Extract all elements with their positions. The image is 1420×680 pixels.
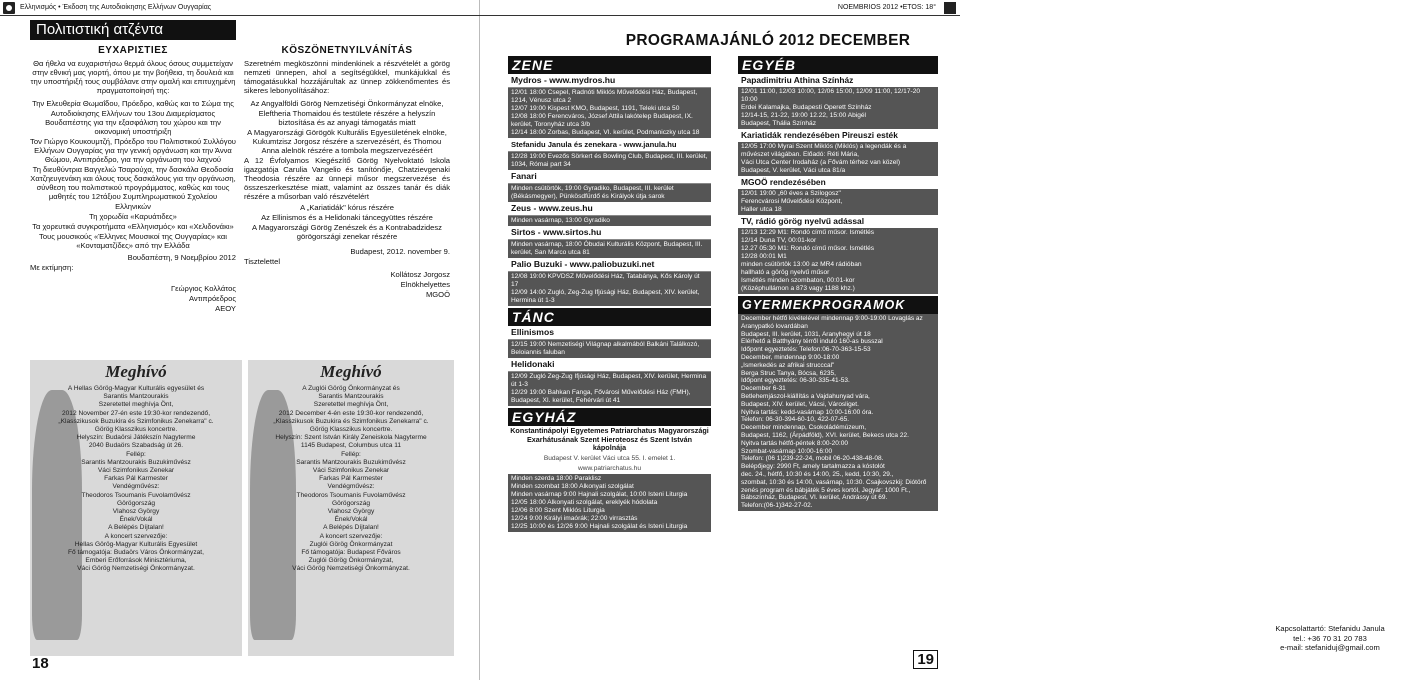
venue-palio: Palio Buzuki - www.paliobuzuki.net	[508, 258, 711, 272]
event-line: Budapest, Thália Színház	[741, 120, 817, 127]
left-header-text: Ελληνισμός • Έκδοση της Αυτοδιοίκησης Ελλήνων Ουγγαρίας	[20, 4, 212, 11]
event-line: 12/09 Zugló Zeg-Zug Ifjúsági Ház, Budapest, XIV. kerület, Hermina út 1-3	[511, 373, 707, 388]
event-line: 12/14 18:00 Zorbas, Budapest, VI. kerület, Podmaniczky utca 18	[511, 129, 700, 136]
left-header	[0, 0, 480, 16]
event-line: 12/24 9:00 Királyi imaórák; 22:00 virrasztás	[511, 514, 638, 522]
thanks-hungarian-heading: KÖSZÖNETNYILVÁNÍTÁS	[281, 45, 413, 56]
kids-event-line: Bábszínház, Budapest, VI. kerület, Andrássy út 69.	[741, 494, 888, 502]
thanks-greek-signer-title: Αντιπρόεδρος	[188, 294, 236, 304]
flyer-line: Váci Szimfonikus Zenekar	[97, 467, 175, 475]
event-line: 12.27 05:30 M1: Rondó című műsor. Ismétlés	[741, 245, 875, 252]
event-line: 12/29 19:00 Bahkan Fanga, Fővárosi Művelődési Ház (FMH), Budapest, XI. kerület, Fehérvári út 41	[511, 389, 691, 404]
church-web: www.patriarchatus.hu	[577, 464, 642, 472]
invitation-flyer-2	[248, 360, 454, 656]
flyer-line: Váci Görög Nemzetiségi Önkormányzat.	[77, 565, 195, 573]
flyer-line: Fő támogatója: Budapest Főváros	[301, 549, 401, 557]
event-line: Erdei Kalamajka, Budapesti Operett Színház	[741, 104, 872, 111]
kids-event-line: December, mindennap 9:00-18:00	[741, 353, 840, 361]
thanks-greek-p0: Θα ήθελα να ευχαριστήσω θερμά όλους όσους συμμετείχαν στην εθνική μας γιορτή, όπου με την βοήθεια, τη δουλειά και την υποστήριξή τους συμβάλανε στην ομαλή και επιτυχημένη πραγματοποίησή της:	[30, 59, 236, 96]
flyer-line: Zuglói Görög Önkormányzat	[309, 540, 393, 548]
section-title: Πολιτιστική ατζέντα	[30, 20, 236, 40]
flyer-line: Görögország	[331, 499, 371, 507]
ellinismos-events	[508, 340, 711, 358]
event-line: Ferencvárosi Művelődési Központ,	[741, 198, 843, 205]
thanks-hungarian-date: Budapest, 2012. november 9.	[350, 246, 450, 256]
event-line: 12/01 18:00 Csepel, Radnóti Miklós Művelődési Ház, Budapest, 1214, Vénusz utca 2	[511, 89, 698, 104]
event-line: 12/05 18:00 Alkonyati szolgálat, ereklyék hódolata	[511, 498, 658, 506]
thanks-greek-p5: Τα χορευτικά συγκροτήματα «Ελληνισμός» και «Χελιδονάκι»	[32, 221, 234, 231]
venue-zeus: Zeus - www.zeus.hu	[508, 202, 711, 216]
contact-box	[1240, 624, 1420, 653]
flyer-line: Szeretettel meghívja Önt,	[313, 401, 389, 409]
crest-icon	[3, 2, 15, 14]
thanks-hungarian-p1: Az Angyalföldi Görög Nemzetiségi Önkormányzat elnöke, Eleftheria Thomaidou és testülete részére a helyszín biztosítása és az anyagi támogatás miatt	[250, 99, 444, 127]
category-tanc: TÁNC	[508, 308, 711, 326]
flyer-line: Emberi Erőforrások Minisztériuma,	[85, 557, 187, 565]
flyer-line: Görögország	[116, 499, 156, 507]
kids-event-line: zenés program és bábjáték 5 éves kortól, Jegyár: 1000 Ft.,	[741, 486, 911, 494]
thanks-hungarian-salutation: Tisztelettel	[244, 256, 281, 266]
venue-mgoo: MGOÖ rendezésében	[741, 177, 826, 187]
kids-event-line: December 6-31	[741, 385, 786, 393]
flyer-line: Sarantis Mantzourakis Buzukiművész	[81, 458, 191, 466]
thanks-greek-p3: Τη διευθύντρια Βαγγελιώ Τσαρούχα, την δασκάλα Θεοδοσία Χατζηευγενάκη και όλους τους δασκάλους για την οργάνωση, σύνθεση του πολιτιστικού προγράμματος, καθώς και τους μαθητές του 12τάξιου Συμπληρωματικού Σχολείου Ελληνικών	[30, 165, 236, 211]
flyer-line: Sarantis Mantzourakis Buzukiművész	[296, 458, 406, 466]
flyer-line: Vlahosz György	[327, 508, 375, 516]
flyer-line: Vendégművész:	[327, 483, 375, 491]
flyer-2-title: Meghívó	[320, 362, 382, 381]
thanks-hungarian-signer-title: Elnökhelyettes	[400, 280, 450, 290]
contact-email: e-mail: stefaniduj@gmail.com	[1280, 643, 1380, 652]
program-right-column	[738, 56, 938, 616]
contact-person: Kapcsolattartó: Stefanidu Janula	[1275, 624, 1385, 633]
kids-event-line: Nyitva tartás hétfő-péntek 8:00-20:00	[741, 439, 848, 447]
flyer-line: 2040 Budaörs Szabadság út 26.	[88, 442, 184, 450]
thanks-greek-p2: Τον Γιώργο Κουκουμτζή, Πρόεδρο του Πολιτιστικού Συλλόγου Ελλήνων Ουγγαρίας για την γενική οργάνωση και την Άννα Θώμου, Αντιπρόεδρο, για την οργάνωση του λαχνού	[30, 136, 236, 165]
kids-event-line: Időpont egyeztetés: 06-30-335-41-53.	[741, 377, 850, 385]
event-line: minden csütörtök 13:00 az MR4 rádióban	[741, 261, 862, 268]
left-page	[0, 0, 480, 680]
flyer-line: Fellép:	[126, 450, 146, 458]
venue-stefanidu: Stefanidu Janula és zenekara - www.janula.hu	[508, 138, 711, 152]
event-line: Minden vasárnap, 18:00 Óbudai Kulturális Központ, Budapest, III. kerület, San Marco utca 81	[511, 241, 703, 256]
contact-phone: tel.: +36 70 31 20 783	[1293, 633, 1367, 643]
event-line: 12/08 19:00 KPVDSZ Művelődési Ház, Tatabánya, Kős Károly út 17	[511, 273, 700, 288]
zeus-events	[508, 216, 711, 226]
thanks-hungarian-p5: Az Ellinismos és a Helidonaki táncegyüttes részére	[261, 212, 433, 222]
event-line: 12/15 19:00 Nemzetiségi Világnap alkalmából Balkáni Találkozó, Beloiannis faluban	[511, 341, 700, 356]
thanks-hungarian-p6: A Magyarországi Görög Zenészek és a Kontrabadzidesz görögországi zenekar részére	[252, 222, 442, 241]
thanks-hungarian-p2: A Magyarországi Görögök Kulturális Egyesületének elnöke, Kukumtzisz Jorgosz részére a szervezésért, és Thomou Anna alelnök részére a tombola megszervezéséért	[247, 127, 447, 155]
event-line: 12/13 12:29 M1: Rondó című műsor. Ismétlés	[741, 229, 875, 236]
event-line: hallható a görög nyelvű műsor	[741, 269, 830, 276]
thanks-greek-signer: Γεώργιος Κολλάτος	[171, 284, 236, 294]
flyer-line: „Klasszikusok Buzukira és Szimfonikus Zenekarra" c.	[58, 417, 214, 425]
event-line: (Középhullámon a 873 vagy 1188 khz.)	[741, 285, 855, 292]
flyer-line: Sarantis Mantzourakis	[318, 393, 384, 401]
thanks-greek-heading: ΕΥΧΑΡΙΣΤΙΕΣ	[98, 45, 168, 56]
kids-event-line: Budapest, 1162, (Árpádföld), XVI. kerület, Bekecs utca 22.	[741, 431, 909, 439]
flyer-line: Ének/Vokál	[119, 516, 153, 524]
thanks-hungarian-signer: Kollátosz Jorgosz	[390, 270, 450, 280]
flyer-line: A koncert szervezője:	[319, 532, 383, 540]
flyer-line: Vendégművész:	[112, 483, 160, 491]
flyer-line: Fő támogatója: Budaörs Város Önkormányzat,	[68, 549, 204, 557]
venue-kariatidak: Kariatidák rendezésében Pireuszi esték	[741, 130, 898, 140]
event-line: 12/09 14:00 Zugló, Zeg-Zug Ifjúsági Ház, Budapest, XIV. kerület, Hermina út 1-3	[511, 289, 700, 304]
flyer-line: Vlahosz György	[112, 508, 160, 516]
venue-mydros: Mydros - www.mydros.hu	[508, 74, 711, 88]
venue-fanari: Fanari	[508, 170, 711, 184]
category-egyhaz: EGYHÁZ	[508, 408, 711, 426]
venue-ellinismos: Ellinismos	[508, 326, 711, 340]
mydros-events	[508, 88, 711, 138]
thanks-hungarian-p0: Szeretném megköszönni mindenkinek a részvételét a görög nemzeti ünnepen, ahol a segítségükkel, munkájukkal és támogatásukkal hozzájárultak az ünnep zökkenőmentes és sikeres lebonyolításához:	[244, 59, 450, 96]
crest-icon	[944, 2, 956, 14]
event-line: Ismétlés minden szombaton, 00:01-kor	[741, 277, 855, 284]
kids-event-line: szombat, 10:30 és 14:00, vasárnap, 10:30. Csajkovszkij: Diótörő	[741, 478, 927, 486]
flyer-1-text	[30, 362, 242, 574]
event-line: Minden vasárnap, 13:00 Gyradiko	[511, 217, 610, 224]
flyer-line: A Belépés Díjtalan!	[108, 524, 164, 532]
event-line: Budapest, V. kerület, Váci utca 81/a	[741, 167, 846, 174]
right-page	[480, 0, 1385, 680]
thanks-greek-p6: Τους μουσικούς «Έλληνες Μουσικοί της Ουγγαρίας» και «Κονταματζίδες» από την Ελλάδα	[39, 231, 227, 250]
left-page-number: 18	[32, 655, 49, 672]
thanks-hungarian-org: MGOÖ	[425, 290, 450, 300]
category-zene: ZENE	[508, 56, 711, 74]
thanks-greek	[30, 46, 236, 314]
flyer-line: A Belépés Díjtalan!	[323, 524, 379, 532]
flyer-line: Váci Görög Nemzetiségi Önkormányzat.	[292, 565, 410, 573]
kids-event-line: Telefon:(06-1)342-27-02.	[741, 502, 813, 510]
thanks-hungarian	[244, 46, 450, 300]
flyer-line: A Zuglói Görög Önkormányzat és	[302, 385, 400, 392]
event-line: Váci Utca Center Irodaház (a Fővám térhez van közel)	[741, 159, 901, 166]
flyer-line: Szeretettel meghívja Önt,	[98, 401, 174, 409]
flyer-line: Theodoros Tsoumanis Fuvolaművész	[81, 491, 191, 499]
thanks-hungarian-p3: A 12 Évfolyamos Kiegészítő Görög Nyelvoktató Iskola igazgatója Carulia Vangelio és tanítónője, Chatzievgenaki Theodosia részére az ünnepi műsor megszervezése és összeszerkesztése miatt, valamint az összes tanár és diák részére a műsorban való részvételért	[244, 156, 450, 202]
kids-event-line: December hétfő kivételével mindennap 9:00-19:00 Lovaglás az Aranypatkó lovardában	[741, 315, 923, 330]
stefanidu-events	[508, 152, 711, 170]
kids-event-line: Nyitva tartás: kedd-vasárnap 10:00-16:00 óra.	[741, 408, 874, 416]
event-line: 12/28 00:01 M1	[741, 253, 787, 260]
palio-events	[508, 272, 711, 306]
flyer-line: A Hellas Görög-Magyar Kulturális egyesület és	[67, 385, 205, 392]
flyer-line: Theodoros Tsoumanis Fuvolaművész	[296, 491, 406, 499]
sirtos-events	[508, 240, 711, 258]
right-header-text: NOEMBRIOS 2012 •ETOS: 18°	[837, 4, 936, 11]
kids-event-line: Időpont egyeztetés: Telefon:06-70-363-15-53	[741, 346, 871, 354]
venue-sirtos: Sirtos - www.sirtos.hu	[508, 226, 711, 240]
venue-tv: TV, rádió görög nyelvű adással	[741, 216, 865, 226]
event-line: 12/14 Duna TV, 00:01-kor	[741, 237, 817, 244]
church-address: Budapest V. kerület Váci utca 55. I. emelet 1.	[543, 454, 676, 462]
invitation-flyer-1	[30, 360, 242, 656]
flyer-line: Helyszín: Budaörsi Játékszín Nagyterme	[76, 434, 196, 442]
church-events	[508, 474, 711, 532]
flyer-1-lines	[30, 385, 242, 574]
flyer-line: 2012 December 4-én este 19:30-kor rendezendő,	[278, 409, 424, 417]
event-line: 12/06 8:00 Szent Miklós Liturgia	[511, 506, 605, 514]
flyer-line: Sarantis Mantzourakis	[103, 393, 169, 401]
event-line: 12/07 19:00 Kispest KMO, Budapest, 1191, Teleki utca 50	[511, 105, 680, 112]
kids-events	[738, 314, 938, 511]
kids-event-line: Berga Struc Tanya, Bócsa, 6235,	[741, 369, 836, 377]
thanks-greek-salutation: Με εκτίμηση:	[30, 263, 74, 273]
flyer-line: 1145 Budapest, Columbus utca 11	[300, 442, 402, 450]
event-line: 12/01 19:00 „60 éves a Szilogosz"	[741, 190, 841, 197]
event-line: 12/08 18:00 Ferencváros, József Attila lakótelep Budapest, IX. kerület, Toronyház utca 3/b	[511, 113, 693, 128]
thanks-hungarian-p4: A „Kariatidák" kórus részére	[300, 202, 394, 212]
tv-events	[738, 228, 938, 294]
kids-event-line: Belépőjegy: 2990 Ft, amely tartalmazza a kóstolót	[741, 463, 885, 471]
thanks-greek-p1: Την Ελευθερία Θωμαΐδου, Πρόεδρο, καθώς και το Σώμα της Αυτοδιοίκησης Ελλήνων του 13ου Διαμερίσματος Βουδαπέστης για την εξασφάλιση του χώρου και την οικονομική υποστήριξη	[32, 99, 234, 136]
right-page-number: 19	[913, 650, 938, 669]
right-header	[480, 0, 960, 16]
church-heading: Konstantinápolyi Egyetemes Patriarchatus Magyarországi Exarhátusának Szent Hieroteosz és Szent István kápolnája	[510, 426, 709, 453]
kids-event-line: Szombat-vasárnap 10:00-16:00	[741, 447, 833, 455]
event-line: Minden szerda 18:00 Paraklisz	[511, 474, 602, 482]
event-line: Minden csütörtök, 19:00 Gyradiko, Budapest, III. kerület (Békásmegyer), Pünkösdfürdő és Királyok útja sarok	[511, 185, 674, 200]
category-egyeb: EGYÉB	[738, 56, 938, 74]
kids-event-line: „Ismerkedés az afrikai strucccal"	[741, 361, 835, 369]
event-line: Haller utca 18	[741, 206, 782, 213]
flyer-line: Ének/Vokál	[334, 516, 368, 524]
venue-athina: Papadimitriu Athina Színház	[741, 75, 854, 85]
kids-event-line: Betlehemjászol-kiállítás a Vajdahunyad vára,	[741, 392, 870, 400]
event-line: 12/28 19:00 Evezős Sörkert és Bowling Club, Budapest, III. kerület, 1034, Római part 34	[511, 153, 708, 168]
flyer-line: Görög Klasszikus koncertre.	[94, 426, 178, 434]
event-line: Minden vasárnap 9:00 Hajnali szolgálat, 10:00 Isteni Liturgia	[511, 490, 688, 498]
flyer-line: Fellép:	[341, 450, 361, 458]
kids-event-line: Elérhető a Batthyány térről induló 160-as busszal	[741, 338, 883, 346]
mgoo-events	[738, 189, 938, 215]
flyer-2-text	[248, 362, 454, 574]
venue-helidonaki: Helidonaki	[508, 358, 711, 372]
flyer-line: Farkas Pál Karmester	[104, 475, 168, 483]
event-line: 12/01 11:00, 12/03 10:00, 12/06 15:00, 12/09 11:00, 12/17-20 10:00	[741, 88, 921, 103]
thanks-greek-org: ΑΕΟΥ	[215, 304, 236, 314]
kids-event-line: dec. 24., hétfő, 10:30 és 14:00, 25., kedd, 10:30, 29.,	[741, 470, 894, 478]
flyer-line: Farkas Pál Karmester	[319, 475, 383, 483]
flyer-line: 2012 November 27-én este 19:30-kor rendezendő,	[61, 409, 211, 417]
thanks-greek-date: Βουδαπέστη, 9 Νοεμβρίου 2012	[127, 252, 236, 262]
category-gyerek: GYERMEKPROGRAMOK	[738, 296, 938, 314]
helidonaki-events	[508, 372, 711, 406]
kids-event-line: Budapest, III. kerület, 1031, Aranyhegyi út 18	[741, 330, 871, 338]
athina-events	[738, 87, 938, 129]
flyer-line: A koncert szervezője:	[104, 532, 168, 540]
flyer-line: Hellas Görög-Magyar Kulturális Egyesület	[74, 540, 198, 548]
flyer-2-lines	[248, 385, 454, 574]
flyer-line: Zuglói Görög Önkormányzat,	[308, 557, 394, 565]
flyer-line: „Klasszikusok Buzukira és Szimfonikus Zenekarra" c.	[273, 417, 429, 425]
program-title: PROGRAMAJÁNLÓ 2012 DECEMBER	[625, 32, 911, 49]
kids-event-line: Telefon: 06-30-394-60-10, 422-07-65.	[741, 416, 850, 424]
flyer-line: Helyszín: Szent István Király Zeneiskola Nagyterme	[275, 434, 427, 442]
kariatidak-events	[738, 142, 938, 176]
flyer-1-title: Meghívó	[105, 362, 167, 381]
kids-event-line: December mindennap, Csokoládémúzeum,	[741, 424, 867, 432]
fanari-events	[508, 184, 711, 202]
kids-event-line: Telefon: (06 1)239-22-24, mobil 06-20-438-48-08.	[741, 455, 884, 463]
flyer-line: Görög Klasszikus koncertre.	[309, 426, 393, 434]
flyer-line: Váci Szimfonikus Zenekar	[312, 467, 390, 475]
event-line: 12/14-15, 21-22, 19:00 12.22, 15:00 Abigél	[741, 112, 867, 119]
event-line: 12/25 10:00 és 12/26 9:00 Hajnali szolgálat és Isteni Liturgia	[511, 522, 688, 530]
event-line: 12/05 17:00 Myrai Szent Miklós (Miklós) a legendák és a művészet világában. Előadó: Réti Mária,	[741, 143, 907, 158]
event-line: Minden szombat 18:00 Alkonyati szolgálat	[511, 482, 634, 490]
kids-event-line: Budapest, XIV. kerület, Vácsi, Városliget.	[741, 400, 859, 408]
program-left-column	[508, 56, 711, 656]
thanks-greek-p4: Τη χορωδία «Καρυάτιδες»	[89, 211, 177, 221]
